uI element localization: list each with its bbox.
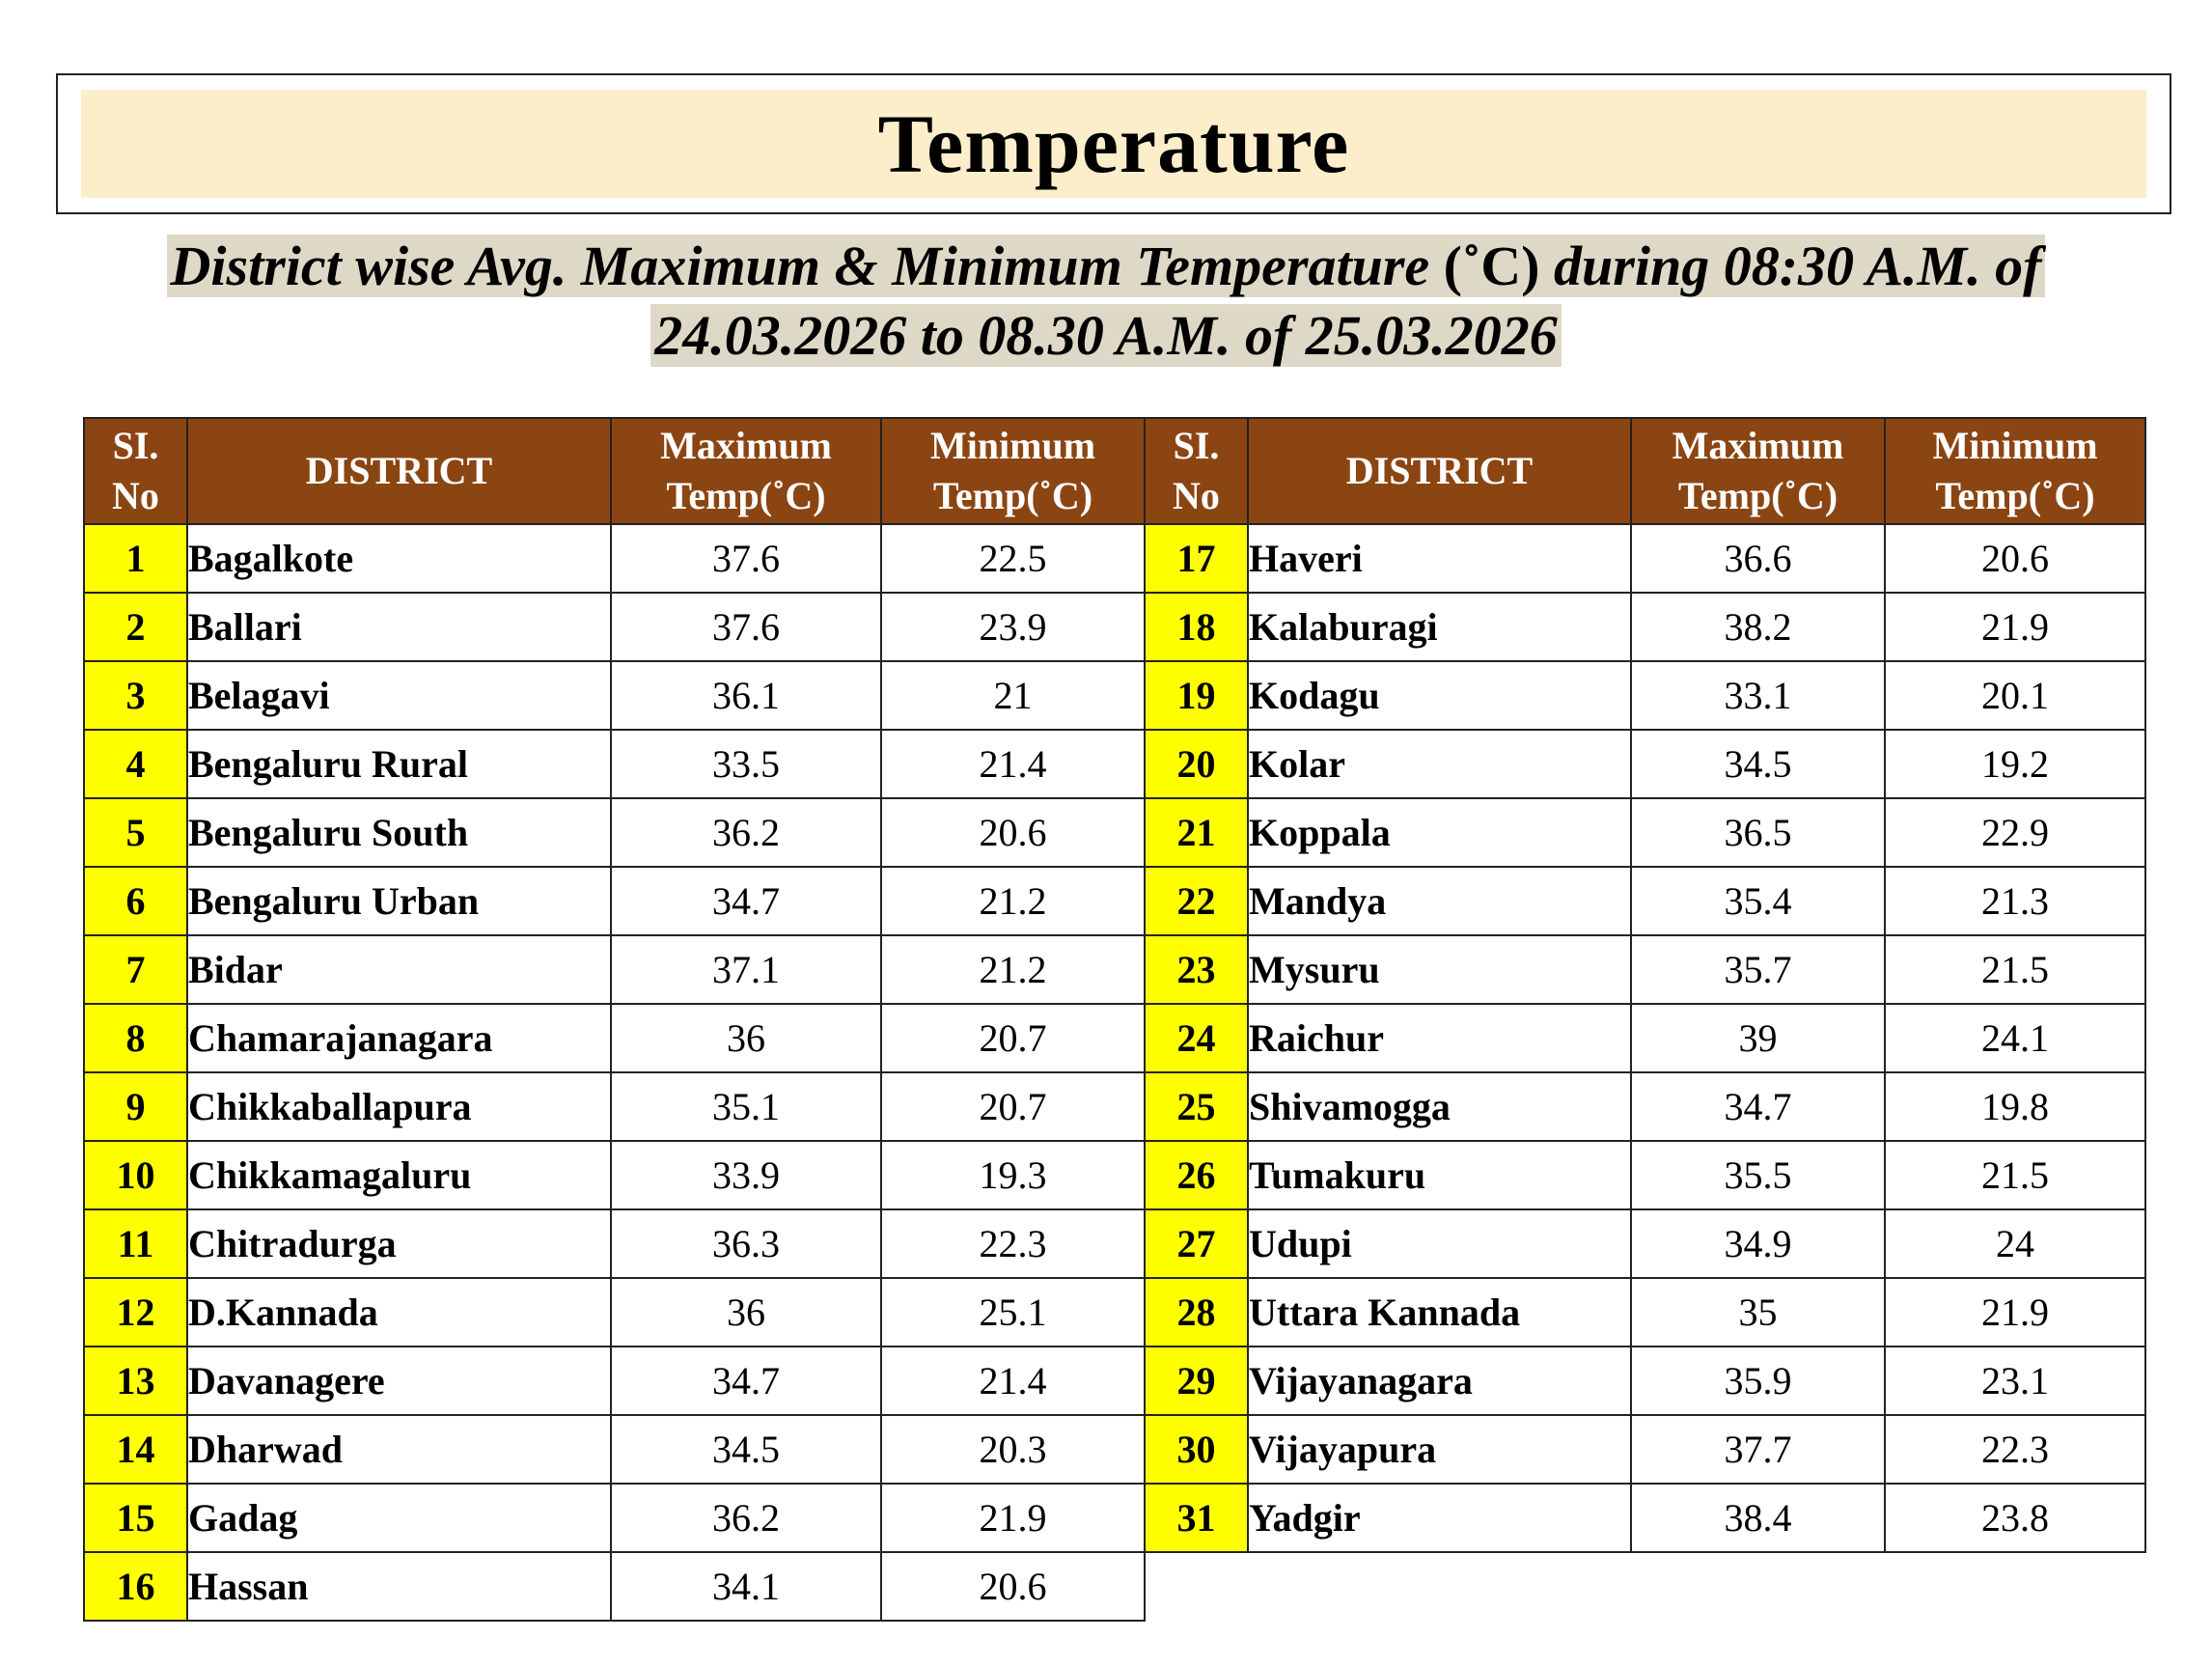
max-temp: 36.2 xyxy=(611,798,881,867)
sl-no: 6 xyxy=(84,867,187,935)
district-name: Belagavi xyxy=(187,661,611,730)
sl-no: 4 xyxy=(84,730,187,798)
district-name: Shivamogga xyxy=(1248,1072,1631,1141)
subtitle-text-b: during 08:30 A.M. of xyxy=(1554,235,2042,297)
district-name: Hassan xyxy=(187,1552,611,1621)
header-min-temp-right: Minimum Temp(˚C) xyxy=(1885,418,2145,524)
max-temp: 34.7 xyxy=(1631,1072,1885,1141)
table-row xyxy=(84,1415,2145,1484)
header-max-temp-right: Maximum Temp(˚C) xyxy=(1631,418,1885,524)
max-temp: 35.5 xyxy=(1631,1141,1885,1209)
sl-no: 29 xyxy=(1145,1347,1248,1415)
district-name: Chitradurga xyxy=(187,1209,611,1278)
district-name: Kodagu xyxy=(1248,661,1631,730)
max-temp: 34.5 xyxy=(1631,730,1885,798)
header-max-temp-left: Maximum Temp(˚C) xyxy=(611,418,881,524)
min-temp: 22.5 xyxy=(881,524,1145,593)
max-temp: 35.9 xyxy=(1631,1347,1885,1415)
table-row xyxy=(84,1209,2145,1278)
sl-no: 20 xyxy=(1145,730,1248,798)
header-district-right: DISTRICT xyxy=(1248,418,1631,524)
district-name: Tumakuru xyxy=(1248,1141,1631,1209)
sl-no: 16 xyxy=(84,1552,187,1621)
table-row xyxy=(84,524,2145,593)
district-name: Chamarajanagara xyxy=(187,1004,611,1072)
max-temp: 37.6 xyxy=(611,524,881,593)
table-row xyxy=(84,661,2145,730)
district-name: Haveri xyxy=(1248,524,1631,593)
empty-cell xyxy=(1885,1552,2145,1621)
min-temp: 21.9 xyxy=(1885,593,2145,661)
max-temp: 36.3 xyxy=(611,1209,881,1278)
min-temp: 19.2 xyxy=(1885,730,2145,798)
header-min-temp-left: Minimum Temp(˚C) xyxy=(881,418,1145,524)
max-temp: 36 xyxy=(611,1278,881,1347)
district-name: Vijayanagara xyxy=(1248,1347,1631,1415)
district-name: Vijayapura xyxy=(1248,1415,1631,1484)
max-temp: 35.7 xyxy=(1631,935,1885,1004)
table-row xyxy=(84,935,2145,1004)
district-name: Yadgir xyxy=(1248,1484,1631,1552)
min-temp: 21.2 xyxy=(881,935,1145,1004)
min-temp: 21.9 xyxy=(1885,1278,2145,1347)
district-name: Mandya xyxy=(1248,867,1631,935)
min-temp: 25.1 xyxy=(881,1278,1145,1347)
max-temp: 34.1 xyxy=(611,1552,881,1621)
max-temp: 37.6 xyxy=(611,593,881,661)
min-temp: 21 xyxy=(881,661,1145,730)
max-temp: 33.9 xyxy=(611,1141,881,1209)
sl-no: 27 xyxy=(1145,1209,1248,1278)
header-district-left: DISTRICT xyxy=(187,418,611,524)
subtitle-unit: (˚C) xyxy=(1443,235,1540,297)
sl-no: 21 xyxy=(1145,798,1248,867)
sl-no: 8 xyxy=(84,1004,187,1072)
sl-no: 14 xyxy=(84,1415,187,1484)
max-temp: 34.7 xyxy=(611,1347,881,1415)
empty-cell xyxy=(1631,1552,1885,1621)
min-temp: 21.5 xyxy=(1885,1141,2145,1209)
max-temp: 36.5 xyxy=(1631,798,1885,867)
min-temp: 22.3 xyxy=(1885,1415,2145,1484)
min-temp: 20.6 xyxy=(1885,524,2145,593)
district-name: Chikkaballapura xyxy=(187,1072,611,1141)
max-temp: 33.5 xyxy=(611,730,881,798)
district-name: Bengaluru South xyxy=(187,798,611,867)
district-name: Dharwad xyxy=(187,1415,611,1484)
min-temp: 22.9 xyxy=(1885,798,2145,867)
sl-no: 10 xyxy=(84,1141,187,1209)
max-temp: 36.1 xyxy=(611,661,881,730)
district-name: Koppala xyxy=(1248,798,1631,867)
sl-no: 30 xyxy=(1145,1415,1248,1484)
min-temp: 20.7 xyxy=(881,1072,1145,1141)
min-temp: 23.9 xyxy=(881,593,1145,661)
district-name: Gadag xyxy=(187,1484,611,1552)
max-temp: 38.2 xyxy=(1631,593,1885,661)
table-row xyxy=(84,1004,2145,1072)
min-temp: 21.9 xyxy=(881,1484,1145,1552)
max-temp: 35.1 xyxy=(611,1072,881,1141)
table-row xyxy=(84,1278,2145,1347)
district-name: D.Kannada xyxy=(187,1278,611,1347)
empty-cell xyxy=(1145,1552,1248,1621)
min-temp: 20.1 xyxy=(1885,661,2145,730)
sl-no: 23 xyxy=(1145,935,1248,1004)
district-name: Chikkamagaluru xyxy=(187,1141,611,1209)
district-name: Kolar xyxy=(1248,730,1631,798)
district-name: Bidar xyxy=(187,935,611,1004)
header-sl-no-right: SI. No xyxy=(1145,418,1248,524)
empty-cell xyxy=(1248,1552,1631,1621)
max-temp: 37.7 xyxy=(1631,1415,1885,1484)
table-row xyxy=(84,1552,2145,1621)
page-title: Temperature xyxy=(877,97,1350,190)
sl-no: 12 xyxy=(84,1278,187,1347)
max-temp: 39 xyxy=(1631,1004,1885,1072)
table-row xyxy=(84,1484,2145,1552)
subtitle-line-1 xyxy=(167,235,2046,297)
min-temp: 20.7 xyxy=(881,1004,1145,1072)
min-temp: 19.8 xyxy=(1885,1072,2145,1141)
min-temp: 22.3 xyxy=(881,1209,1145,1278)
max-temp: 37.1 xyxy=(611,935,881,1004)
max-temp: 34.7 xyxy=(611,867,881,935)
sl-no: 25 xyxy=(1145,1072,1248,1141)
sl-no: 11 xyxy=(84,1209,187,1278)
max-temp: 38.4 xyxy=(1631,1484,1885,1552)
min-temp: 19.3 xyxy=(881,1141,1145,1209)
sl-no: 28 xyxy=(1145,1278,1248,1347)
sl-no: 13 xyxy=(84,1347,187,1415)
sl-no: 17 xyxy=(1145,524,1248,593)
min-temp: 23.8 xyxy=(1885,1484,2145,1552)
max-temp: 35 xyxy=(1631,1278,1885,1347)
temperature-table xyxy=(83,417,2146,1622)
max-temp: 33.1 xyxy=(1631,661,1885,730)
sl-no: 18 xyxy=(1145,593,1248,661)
table-row xyxy=(84,1141,2145,1209)
district-name: Raichur xyxy=(1248,1004,1631,1072)
district-name: Mysuru xyxy=(1248,935,1631,1004)
max-temp: 36.2 xyxy=(611,1484,881,1552)
sl-no: 5 xyxy=(84,798,187,867)
min-temp: 20.3 xyxy=(881,1415,1145,1484)
sl-no: 1 xyxy=(84,524,187,593)
title-banner xyxy=(81,90,2146,198)
sl-no: 31 xyxy=(1145,1484,1248,1552)
table-header-row xyxy=(84,418,2145,524)
table-row xyxy=(84,593,2145,661)
max-temp: 34.9 xyxy=(1631,1209,1885,1278)
district-name: Davanagere xyxy=(187,1347,611,1415)
min-temp: 21.5 xyxy=(1885,935,2145,1004)
min-temp: 21.4 xyxy=(881,730,1145,798)
district-name: Bengaluru Urban xyxy=(187,867,611,935)
min-temp: 20.6 xyxy=(881,1552,1145,1621)
min-temp: 23.1 xyxy=(1885,1347,2145,1415)
sl-no: 7 xyxy=(84,935,187,1004)
district-name: Bengaluru Rural xyxy=(187,730,611,798)
title-box xyxy=(56,73,2171,214)
min-temp: 24.1 xyxy=(1885,1004,2145,1072)
sl-no: 22 xyxy=(1145,867,1248,935)
sl-no: 24 xyxy=(1145,1004,1248,1072)
sl-no: 26 xyxy=(1145,1141,1248,1209)
subtitle-line-2: 24.03.2026 to 08.30 A.M. of 25.03.2026 xyxy=(650,304,1562,367)
table-row xyxy=(84,798,2145,867)
district-name: Bagalkote xyxy=(187,524,611,593)
sl-no: 9 xyxy=(84,1072,187,1141)
table-row xyxy=(84,1072,2145,1141)
min-temp: 24 xyxy=(1885,1209,2145,1278)
sl-no: 3 xyxy=(84,661,187,730)
max-temp: 34.5 xyxy=(611,1415,881,1484)
max-temp: 35.4 xyxy=(1631,867,1885,935)
district-name: Kalaburagi xyxy=(1248,593,1631,661)
subtitle-text-a: District wise Avg. Maximum & Minimum Temperature xyxy=(170,235,1430,297)
max-temp: 36 xyxy=(611,1004,881,1072)
min-temp: 21.3 xyxy=(1885,867,2145,935)
min-temp: 20.6 xyxy=(881,798,1145,867)
sl-no: 2 xyxy=(84,593,187,661)
district-name: Uttara Kannada xyxy=(1248,1278,1631,1347)
max-temp: 36.6 xyxy=(1631,524,1885,593)
district-name: Udupi xyxy=(1248,1209,1631,1278)
min-temp: 21.4 xyxy=(881,1347,1145,1415)
subtitle xyxy=(42,232,2170,371)
sl-no: 15 xyxy=(84,1484,187,1552)
table-row xyxy=(84,867,2145,935)
min-temp: 21.2 xyxy=(881,867,1145,935)
district-name: Ballari xyxy=(187,593,611,661)
table-row xyxy=(84,730,2145,798)
header-sl-no-left: SI. No xyxy=(84,418,187,524)
sl-no: 19 xyxy=(1145,661,1248,730)
table-row xyxy=(84,1347,2145,1415)
